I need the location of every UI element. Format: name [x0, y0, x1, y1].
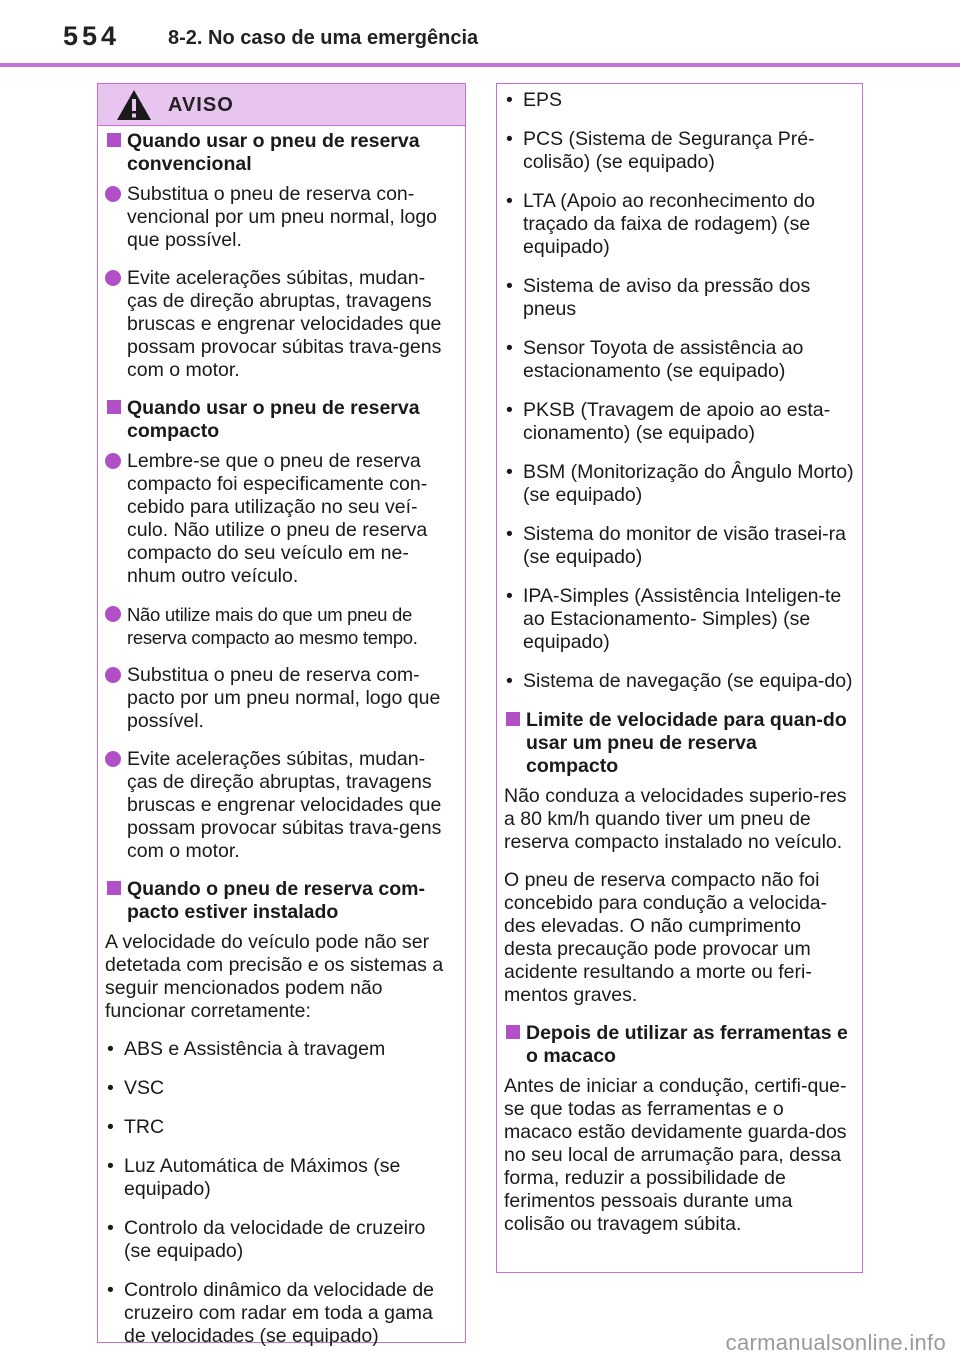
- bullet-icon: •: [506, 585, 513, 607]
- item-text: IPA-Simples (Assistência Inteligen-te ao Estacionamento- Simples) (se equipado): [523, 585, 842, 653]
- bullet-icon: •: [506, 89, 513, 111]
- item-text: PKSB (Travagem de apoio ao esta-cionamento) (se equipado): [523, 399, 831, 444]
- section-heading: [105, 397, 455, 443]
- list-item: [105, 450, 455, 588]
- square-bullet-icon: [506, 712, 520, 726]
- item-text: Evite acelerações súbitas, mudan-ças de direção abruptas, travagens bruscas e engrenar velocidades que possam provocar súbitas trava-gens com o motor.: [127, 267, 442, 381]
- square-bullet-icon: [107, 400, 121, 414]
- item-text: Sistema do monitor de visão trasei-ra (se equipado): [523, 523, 846, 568]
- list-item: [504, 89, 854, 112]
- circle-bullet-icon: [105, 270, 121, 286]
- paragraph: Antes de iniciar a condução, certifi-que-se que todas as ferramentas e o macaco estão devidamente guarda-dos no seu local de arrumação para, dessa forma, reduzir a possibilidade de ferimentos pessoais durante uma colisão ou travagem súbita.: [504, 1075, 847, 1235]
- list-item: [105, 1077, 455, 1100]
- item-text: PCS (Sistema de Segurança Pré-colisão) (se equipado): [523, 128, 815, 173]
- item-text: BSM (Monitorização do Ângulo Morto) (se equipado): [523, 461, 854, 506]
- item-text: Evite acelerações súbitas, mudan-ças de direção abruptas, travagens bruscas e engrenar velocidades que possam provocar súbitas trava-gens com o motor.: [127, 748, 442, 862]
- item-text: VSC: [124, 1077, 165, 1099]
- item-text: EPS: [523, 89, 563, 111]
- list-item: [105, 603, 455, 649]
- warning-content-continued: [504, 89, 854, 1251]
- warning-triangle-icon: [115, 88, 153, 122]
- bullet-icon: •: [107, 1077, 114, 1099]
- heading-text: Depois de utilizar as ferramentas e o macaco: [526, 1022, 848, 1067]
- bullet-icon: •: [107, 1279, 114, 1301]
- item-text: Substitua o pneu de reserva con-vencional por um pneu normal, logo que possível.: [127, 183, 438, 251]
- square-bullet-icon: [506, 1025, 520, 1039]
- page-header: [0, 0, 960, 70]
- bullet-icon: •: [107, 1038, 114, 1060]
- header-rule: [0, 63, 960, 67]
- bullet-icon: •: [506, 399, 513, 421]
- section-title: 8-2. No caso de uma emergência: [168, 27, 479, 49]
- circle-bullet-icon: [105, 606, 121, 622]
- list-item: [504, 461, 854, 507]
- circle-bullet-icon: [105, 453, 121, 469]
- bullet-icon: •: [107, 1217, 114, 1239]
- section-heading: [105, 878, 455, 924]
- item-text: ABS e Assistência à travagem: [124, 1038, 386, 1060]
- item-text: Luz Automática de Máximos (se equipado): [124, 1155, 401, 1200]
- list-item: [105, 1279, 455, 1348]
- section-heading: [105, 130, 455, 176]
- paragraph: Não conduza a velocidades superio-res a 80 km/h quando tiver um pneu de reserva compacto instalado no veículo.: [504, 785, 847, 853]
- item-text: TRC: [124, 1116, 165, 1138]
- section-heading: [504, 709, 854, 778]
- list-item: [504, 337, 854, 383]
- list-item: [504, 190, 854, 259]
- list-item: [105, 1217, 455, 1263]
- list-item: [105, 1155, 455, 1201]
- bullet-icon: •: [506, 190, 513, 212]
- bullet-icon: •: [107, 1155, 114, 1177]
- item-text: Não utilize mais do que um pneu de reserva compacto ao mesmo tempo.: [127, 604, 418, 648]
- item-text: Substitua o pneu de reserva com-pacto por um pneu normal, logo que possível.: [127, 664, 441, 732]
- list-item: [105, 183, 455, 252]
- bullet-icon: •: [506, 337, 513, 359]
- bullet-icon: •: [506, 461, 513, 483]
- circle-bullet-icon: [105, 667, 121, 683]
- item-text: Lembre-se que o pneu de reserva compacto foi especificamente con-cebido para utilização no seu veí-culo. Não utilize o pneu de reserva compacto do seu veículo em ne-nhum outro veículo.: [127, 450, 428, 587]
- square-bullet-icon: [107, 881, 121, 895]
- paragraph: A velocidade do veículo pode não ser detetada com precisão e os sistemas a seguir mencionados podem não funcionar corretamente:: [105, 931, 444, 1022]
- page-number: 554: [63, 21, 121, 51]
- circle-bullet-icon: [105, 186, 121, 202]
- list-item: [105, 1038, 455, 1061]
- section-heading: [504, 1022, 854, 1068]
- warning-title-bar: [98, 84, 465, 126]
- list-item: [504, 128, 854, 174]
- item-text: LTA (Apoio ao reconhecimento do traçado da faixa de rodagem) (se equipado): [523, 190, 815, 258]
- list-item: [504, 585, 854, 654]
- warning-title: AVISO: [168, 94, 234, 116]
- bullet-icon: •: [506, 128, 513, 150]
- list-item: [504, 670, 854, 693]
- item-text: Controlo dinâmico da velocidade de cruzeiro com radar em toda a gama de velocidades (se equipado): [124, 1279, 435, 1347]
- list-item: [105, 664, 455, 733]
- item-text: Sistema de navegação (se equipa-do): [523, 670, 853, 692]
- watermark: carmanualsonline.info: [725, 1330, 946, 1355]
- circle-bullet-icon: [105, 751, 121, 767]
- bullet-icon: •: [506, 670, 513, 692]
- list-item: [105, 1116, 455, 1139]
- list-item: [105, 748, 455, 863]
- heading-text: Limite de velocidade para quan-do usar um pneu de reserva compacto: [526, 709, 847, 777]
- heading-text: Quando o pneu de reserva com-pacto estiver instalado: [127, 878, 425, 923]
- bullet-icon: •: [506, 275, 513, 297]
- warning-content: [105, 130, 455, 1364]
- item-text: Sistema de aviso da pressão dos pneus: [523, 275, 811, 320]
- bullet-icon: •: [506, 523, 513, 545]
- list-item: [504, 523, 854, 569]
- heading-text: Quando usar o pneu de reserva convencional: [127, 130, 420, 175]
- bullet-icon: •: [107, 1116, 114, 1138]
- list-item: [504, 399, 854, 445]
- list-item: [504, 275, 854, 321]
- heading-text: Quando usar o pneu de reserva compacto: [127, 397, 420, 442]
- paragraph: O pneu de reserva compacto não foi concebido para condução a velocida-des elevadas. O não cumprimento desta precaução pode provocar um acidente resultando a morte ou feri-mentos graves.: [504, 869, 828, 1006]
- item-text: Sensor Toyota de assistência ao estacionamento (se equipado): [523, 337, 804, 382]
- list-item: [105, 267, 455, 382]
- square-bullet-icon: [107, 133, 121, 147]
- item-text: Controlo da velocidade de cruzeiro (se equipado): [124, 1217, 426, 1262]
